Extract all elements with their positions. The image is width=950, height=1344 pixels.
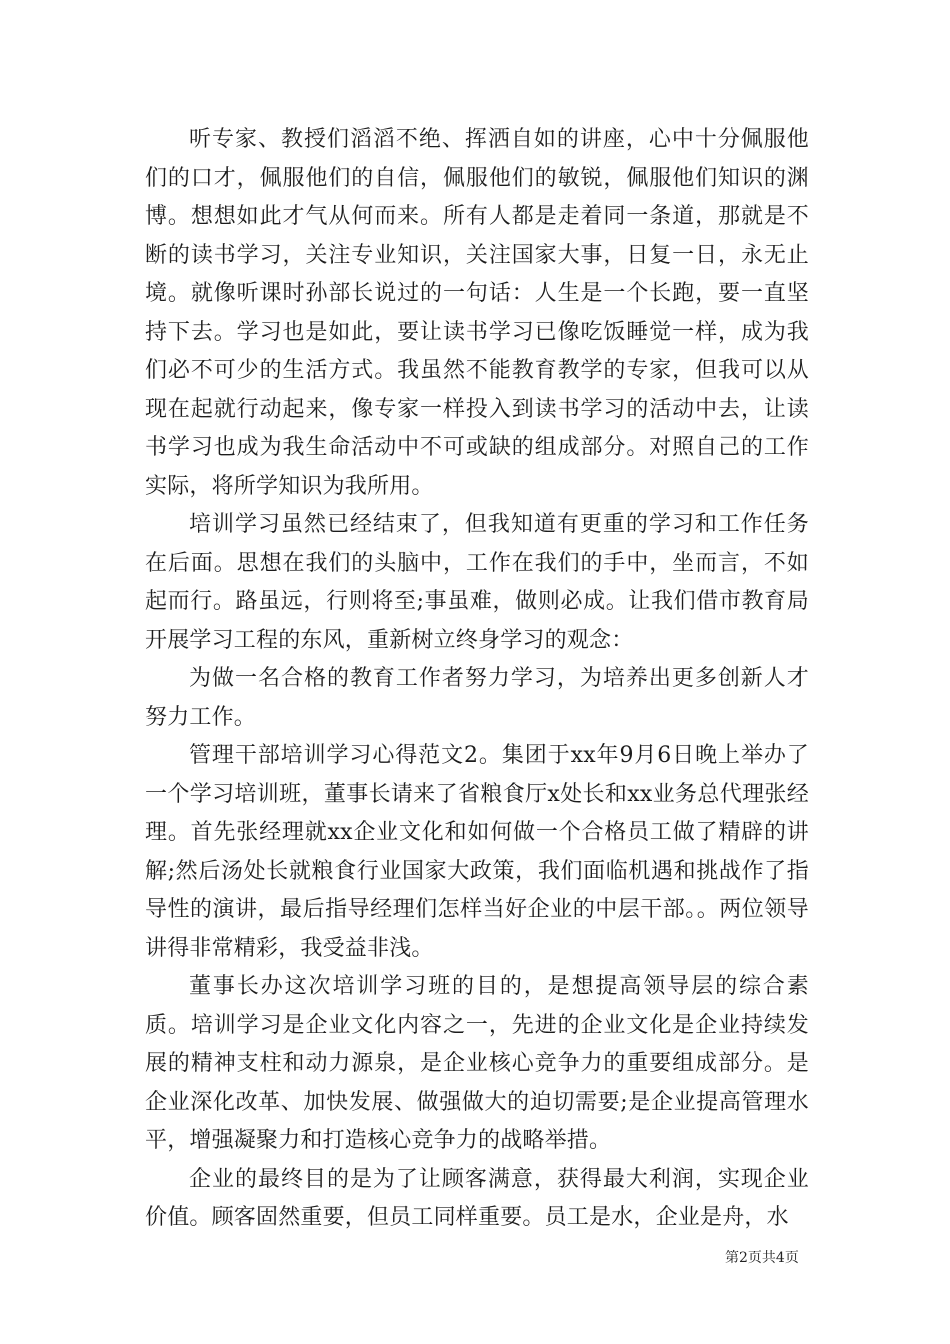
page-number-footer: 第2页共4页 <box>725 1250 799 1266</box>
paragraph-sample-text-2: 管理干部培训学习心得范文2。集团于xx年9月6日晚上举办了一个学习培训班，董事长请来了省粮食厅x处长和xx业务总代理张经理。首先张经理就xx企业文化和如何做一个合格员工做了精辟的讲解;然后汤处长就粮食行业国家大政策，我们面临机遇和挑战作了指导性的演讲，最后指导经理们怎样当好企业的中层干部。。两位领导讲得非常精彩，我受益非浅。 <box>145 743 809 961</box>
document-body <box>145 121 809 1238</box>
paragraph-training-ended: 培训学习虽然已经结束了，但我知道有更重的学习和工作任务在后面。思想在我们的头脑中，工作在我们的手中，坐而言，不如起而行。路虽远，行则将至;事虽难，做则必成。让我们借市教育局开展学习工程的东风，重新树立终身学习的观念： <box>145 512 809 653</box>
paragraph-qualified-educator: 为做一名合格的教育工作者努力学习，为培养出更多创新人才努力工作。 <box>145 666 809 730</box>
paragraph-training-purpose: 董事长办这次培训学习班的目的，是想提高领导层的综合素质。培训学习是企业文化内容之一，先进的企业文化是企业持续发展的精神支柱和动力源泉，是企业核心竞争力的重要组成部分。是企业深化改革、加快发展、做强做大的迫切需要;是企业提高管理水平，增强凝聚力和打造核心竞争力的战略举措。 <box>145 974 809 1153</box>
paragraph-expert-lecture: 听专家、教授们滔滔不绝、挥洒自如的讲座，心中十分佩服他们的口才，佩服他们的自信，佩服他们的敏锐，佩服他们知识的渊博。想想如此才气从何而来。所有人都是走着同一条道，那就是不断的读书学习，关注专业知识，关注国家大事，日复一日，永无止境。就像听课时孙部长说过的一句话：人生是一个长跑，要一直坚持下去。学习也是如此，要让读书学习已像吃饭睡觉一样，成为我们必不可少的生活方式。我虽然不能教育教学的专家，但我可以从现在起就行动起来，像专家一样投入到读书学习的活动中去，让读书学习也成为我生命活动中不可或缺的组成部分。对照自己的工作实际，将所学知识为我所用。 <box>145 127 809 499</box>
paragraph-enterprise-goal: 企业的最终目的是为了让顾客满意，获得最大利润，实现企业价值。顾客固然重要，但员工同样重要。员工是水，企业是舟，水 <box>145 1166 809 1230</box>
